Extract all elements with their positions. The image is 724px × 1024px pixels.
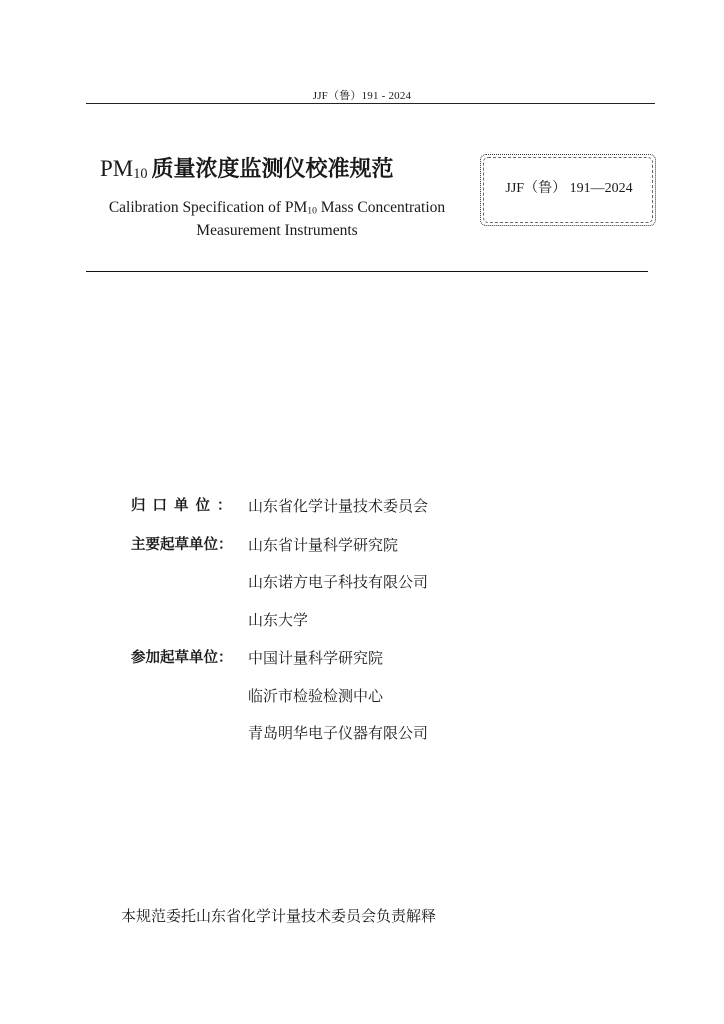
- title-english-prefix: Calibration Specification of PM: [108, 199, 308, 216]
- title-rule: [86, 271, 648, 272]
- header-rule: [86, 103, 655, 104]
- title-chinese: [100, 154, 394, 189]
- participating-unit: 临沂市检验检测中心: [248, 687, 384, 705]
- main-drafting-unit: 山东诺方电子科技有限公司: [248, 573, 429, 591]
- title-pm-subscript: 10: [133, 166, 148, 183]
- title-english-line2: Measurement Instruments: [196, 222, 358, 240]
- title-chinese-text: 质量浓度监测仪校准规范: [151, 156, 394, 182]
- main-drafting-label: 主要起草单位：: [131, 537, 233, 553]
- title-english-suffix: Mass Concentration: [316, 199, 446, 216]
- main-drafting-unit: 山东大学: [248, 611, 309, 629]
- running-header: JJF（鲁）191 - 2024: [312, 90, 412, 102]
- title-english: [86, 198, 468, 241]
- main-drafting-unit: 山东省计量科学研究院: [248, 536, 399, 554]
- responsible-unit-label: 归口单位：: [131, 498, 239, 514]
- specification-code-box: [480, 154, 656, 226]
- title-pm-prefix: [100, 156, 148, 181]
- participating-unit: 中国计量科学研究院: [248, 649, 384, 667]
- interpretation-note: 本规范委托山东省化学计量技术委员会负责解释: [121, 907, 437, 925]
- title-english-subscript: 10: [307, 205, 317, 217]
- participating-label: 参加起草单位：: [131, 650, 233, 666]
- specification-code: JJF（鲁） 191—2024: [505, 181, 633, 196]
- participating-unit: 青岛明华电子仪器有限公司: [248, 724, 429, 742]
- responsible-unit-value: 山东省化学计量技术委员会: [248, 497, 429, 515]
- title-pm-text: PM: [100, 156, 134, 181]
